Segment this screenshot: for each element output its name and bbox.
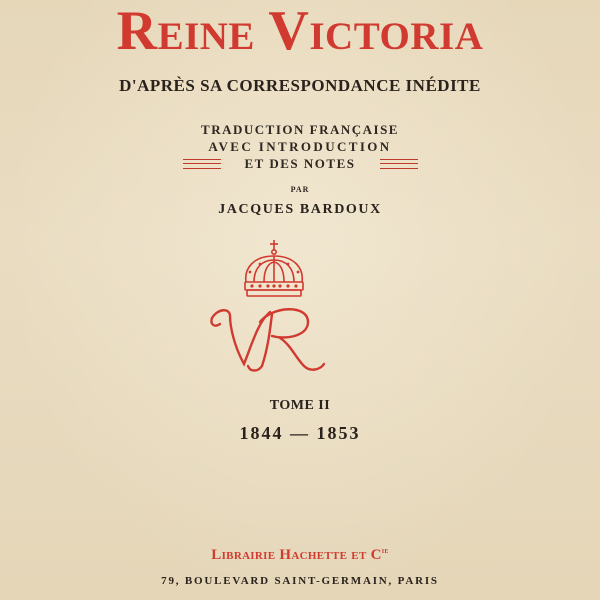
by-label: PAR [290,185,310,194]
translation-line-3: ET DES NOTES [244,156,356,171]
author-name: JACQUES BARDOUX [218,202,382,217]
ornament-rule-left [183,159,221,169]
book-subtitle: D'APRÈS SA CORRESPONDANCE INÉDITE [119,76,481,95]
publisher-name [0,545,600,564]
translation-line-1: TRADUCTION FRANÇAISE [201,122,399,137]
volume-label: TOME II [269,398,331,413]
book-title: Reine Victoria [116,0,484,62]
volume-years: 1844 — 1853 [239,423,361,443]
vr-monogram [200,300,330,380]
ornament-rule-right [380,159,418,169]
publisher-name-superscript: ie [381,545,389,555]
crown-icon [240,238,308,300]
publisher-name-text: Librairie Hachette et C [211,547,382,563]
publisher-address: 79, BOULEVARD SAINT-GERMAIN, PARIS [161,575,439,587]
translation-line-2: AVEC INTRODUCTION [208,139,392,154]
